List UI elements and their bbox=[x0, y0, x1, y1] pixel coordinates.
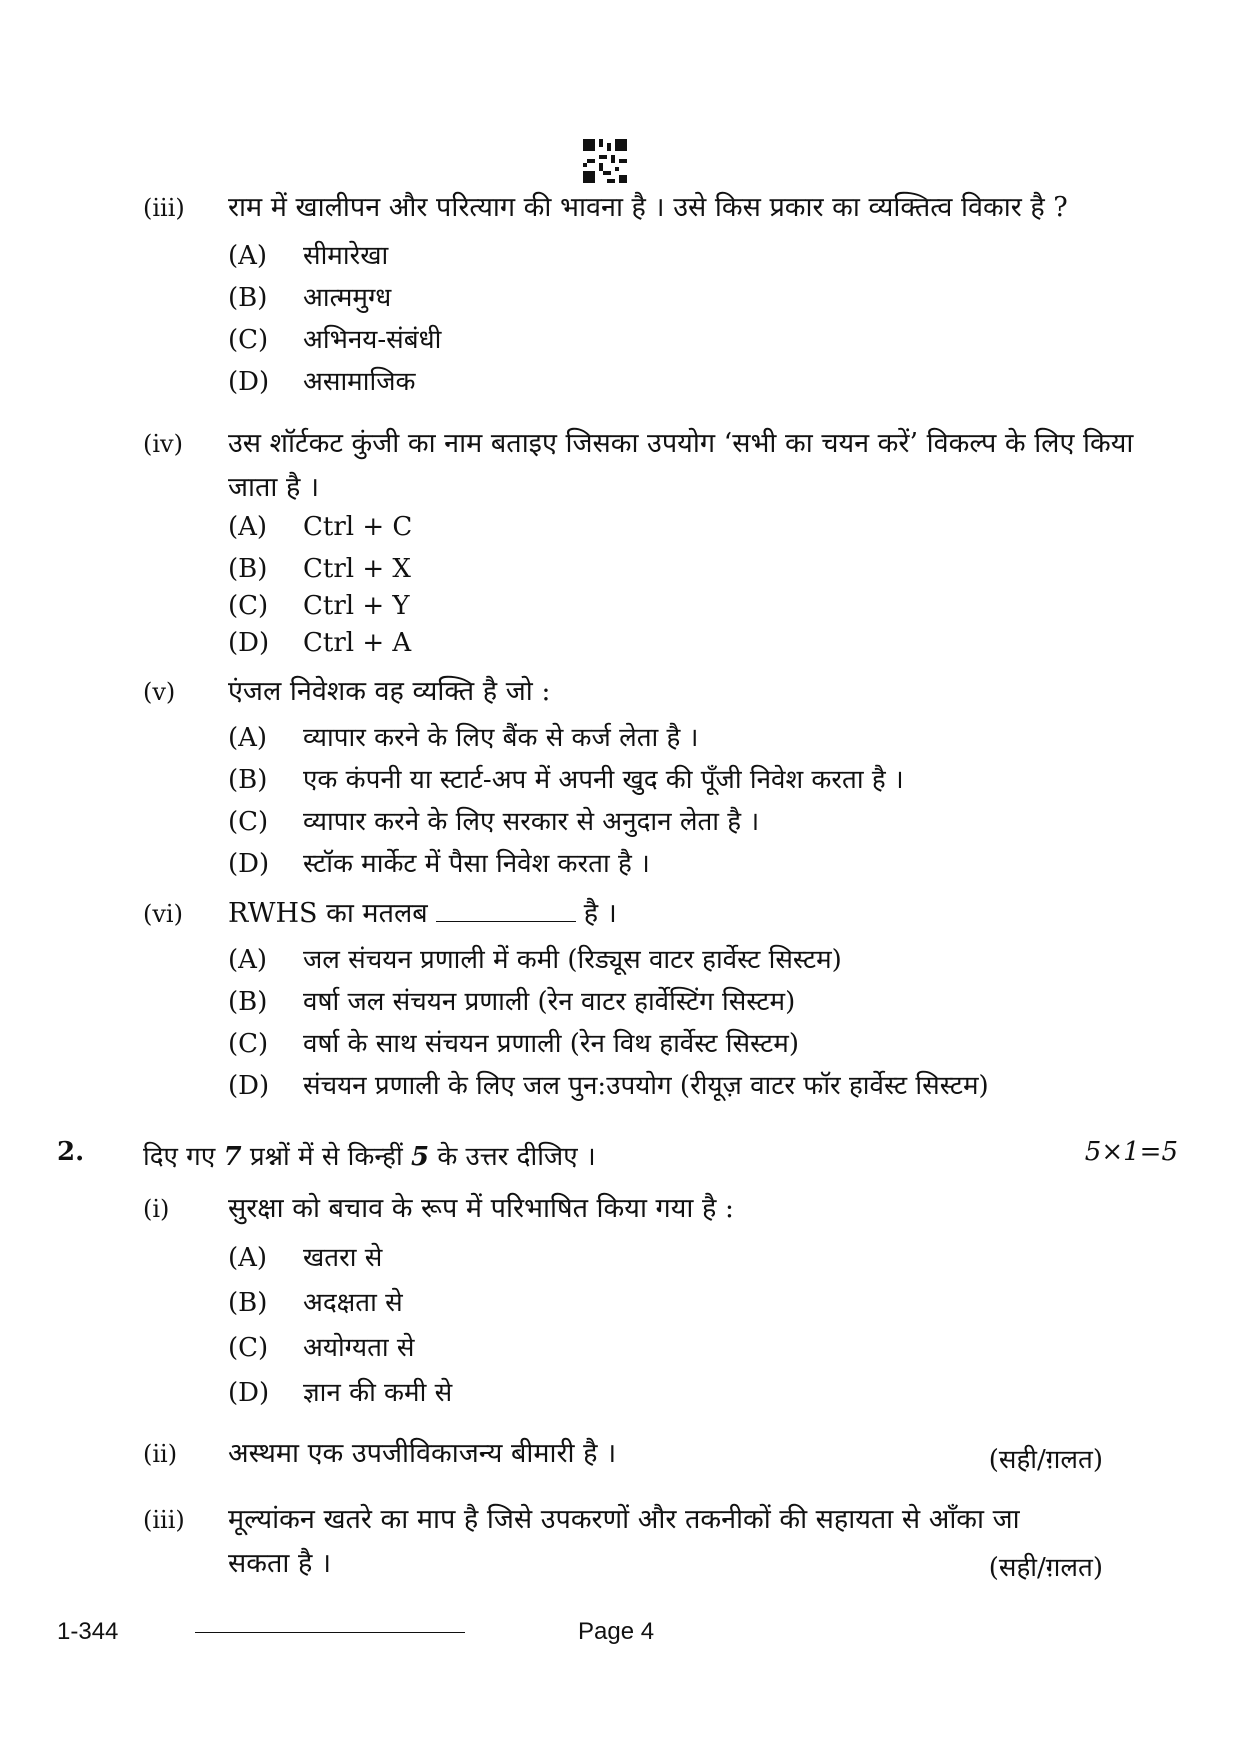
option-c: (C) अभिनय-संबंधी bbox=[228, 325, 442, 355]
question-number: (vi) bbox=[143, 900, 183, 928]
qr-code-icon bbox=[583, 139, 627, 183]
section-number: 2. bbox=[57, 1137, 85, 1167]
option-c: (C) अयोग्यता से bbox=[228, 1333, 415, 1363]
option-d: (D) असामाजिक bbox=[228, 367, 416, 397]
true-false-marker: (सही/ग़लत) bbox=[988, 1445, 1103, 1475]
option-b: (B) आत्ममुग्ध bbox=[228, 283, 392, 313]
option-a: (A) व्यापार करने के लिए बैंक से कर्ज लेता है । bbox=[228, 723, 699, 753]
question-number: (i) bbox=[143, 1195, 170, 1223]
option-c: (C) Ctrl + Y bbox=[228, 591, 410, 621]
question-number: (iv) bbox=[143, 430, 183, 458]
option-d: (D) स्टॉक मार्केट में पैसा निवेश करता है । bbox=[228, 849, 650, 879]
option-b: (B) अदक्षता से bbox=[228, 1288, 403, 1318]
question-text: राम में खालीपन और परित्याग की भावना है । उसे किस प्रकार का व्यक्तित्व विकार है ? bbox=[228, 192, 1068, 223]
option-b: (B) Ctrl + X bbox=[228, 554, 411, 584]
option-b: (B) एक कंपनी या स्टार्ट-अप में अपनी खुद की पूँजी निवेश करता है । bbox=[228, 765, 904, 795]
option-d: (D) ज्ञान की कमी से bbox=[228, 1378, 453, 1408]
option-d: (D) Ctrl + A bbox=[228, 628, 412, 658]
marks-allocation: 5×1=5 bbox=[1084, 1137, 1178, 1167]
option-c: (C) व्यापार करने के लिए सरकार से अनुदान लेता है । bbox=[228, 807, 760, 837]
page-number: Page 4 bbox=[578, 1618, 655, 1645]
answer-blank bbox=[436, 921, 576, 922]
option-a: (A) Ctrl + C bbox=[228, 512, 413, 542]
question-number: (iii) bbox=[143, 1506, 185, 1534]
option-b: (B) वर्षा जल संचयन प्रणाली (रेन वाटर हार्वेस्टिंग सिस्टम) bbox=[228, 987, 796, 1017]
question-text-line-2: सकता है । bbox=[228, 1548, 332, 1579]
question-text: अस्थमा एक उपजीविकाजन्य बीमारी है । bbox=[228, 1438, 617, 1469]
option-c: (C) वर्षा के साथ संचयन प्रणाली (रेन विथ हार्वेस्ट सिस्टम) bbox=[228, 1029, 799, 1059]
option-a: (A) खतरा से bbox=[228, 1243, 383, 1273]
question-text: एंजल निवेशक वह व्यक्ति है जो : bbox=[228, 676, 551, 707]
option-a: (A) जल संचयन प्रणाली में कमी (रिड्यूस वाटर हार्वेस्ट सिस्टम) bbox=[228, 945, 842, 975]
true-false-marker: (सही/ग़लत) bbox=[988, 1553, 1103, 1583]
question-number: (v) bbox=[143, 678, 176, 706]
option-d: (D) संचयन प्रणाली के लिए जल पुन:उपयोग (रीयूज़ वाटर फॉर हार्वेस्ट सिस्टम) bbox=[228, 1071, 989, 1101]
option-a: (A) सीमारेखा bbox=[228, 241, 389, 271]
question-text-line-1: मूल्यांकन खतरे का माप है जिसे उपकरणों और तकनीकों की सहायता से आँका जा bbox=[228, 1504, 1020, 1535]
paper-code: 1-344 bbox=[57, 1618, 119, 1645]
question-text: सुरक्षा को बचाव के रूप में परिभाषित किया गया है : bbox=[228, 1193, 734, 1224]
question-text: उस शॉर्टकट कुंजी का नाम बताइए जिसका उपयोग ‘सभी का चयन करें’ विकल्प के लिए किया जाता है । bbox=[228, 428, 1134, 503]
section-instructions: दिए गए 7 प्रश्नों में से किन्हीं 5 के उत्तर दीजिए । bbox=[143, 1142, 596, 1172]
footer-divider bbox=[195, 1632, 465, 1633]
question-number: (iii) bbox=[143, 194, 185, 222]
question-number: (ii) bbox=[143, 1440, 178, 1468]
question-text: RWHS का मतलब है । bbox=[228, 898, 617, 929]
